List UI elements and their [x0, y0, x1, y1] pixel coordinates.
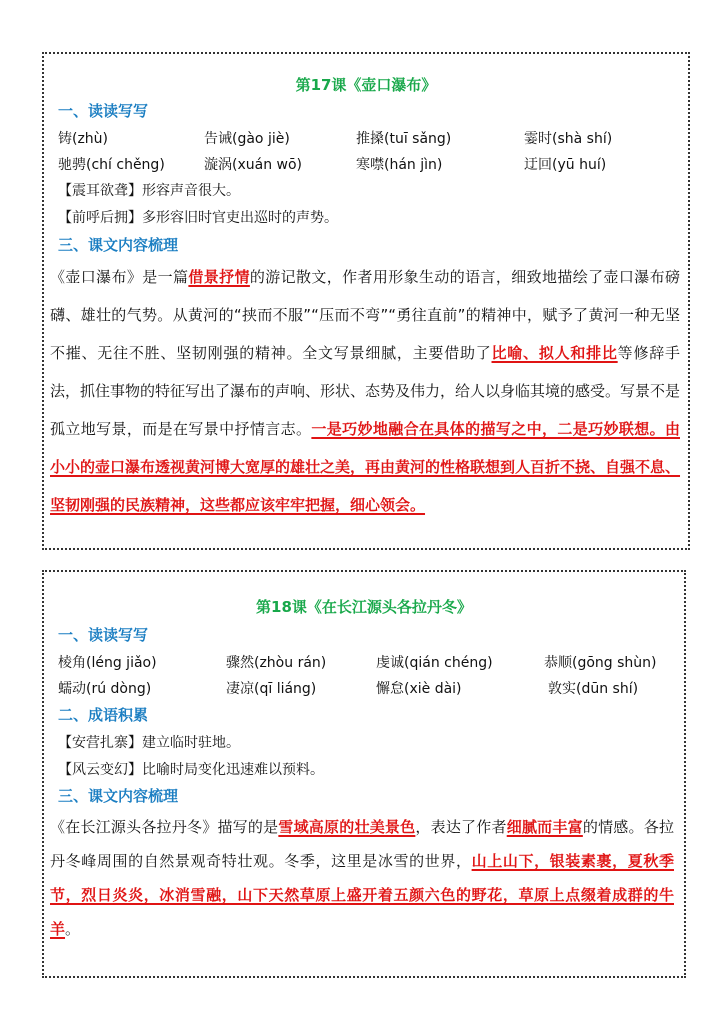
vocab-item: 迂回(yū huí) [524, 157, 607, 173]
vocab-item: 铸(zhù) [58, 131, 109, 147]
vocab-item: 恭顺(gōng shùn) [544, 655, 657, 671]
lesson18-section-summary-heading: 三、课文内容梳理 [58, 787, 179, 805]
lesson17-title: 第17课《壶口瀑布》 [295, 76, 437, 94]
key-point-highlight: 一是巧妙地融合在具体的描写之中，二是巧妙联想。由小小的壶口瀑布透视黄河博大宽厚的雄壮之美，再由黄河的性格联想到人百折不挠、自强不息、坚韧刚强的民族精神，这些都应该牢牢把握，细心领会。 [50, 420, 681, 514]
summary-text: 的情感。各拉丹冬峰周围的自然景观奇特壮观。冬季，这里是冰雪的世界， [50, 818, 674, 870]
idiom-entry: 【前呼后拥】多形容旧时官吏出巡时的声势。 [58, 210, 338, 226]
key-point-highlight: 借景抒情 [188, 268, 250, 286]
vocab-item: 蠕动(rú dòng) [58, 681, 152, 697]
key-point-highlight: 细腻而丰富 [506, 818, 583, 836]
idiom-entry: 【风云变幻】比喻时局变化迅速难以预料。 [58, 762, 324, 778]
summary-text: 《壶口瀑布》是一篇 [50, 268, 189, 286]
lesson18-section-idioms-heading: 二、成语积累 [58, 706, 149, 724]
idiom-entry: 【安营扎寨】建立临时驻地。 [58, 735, 240, 751]
lesson17-card [42, 52, 690, 550]
summary-text: 《在长江源头各拉丹冬》描写的是 [50, 818, 279, 836]
lesson17-section-vocab-heading: 一、读读写写 [58, 102, 149, 120]
vocab-item: 骤然(zhòu rán) [226, 655, 327, 671]
lesson17-section-summary-heading: 三、课文内容梳理 [58, 236, 179, 254]
summary-text: 等修辞手法，抓住事物的特征写出了瀑布的声响、形状、态势及伟力，给人以身临其境的感受。写景不是孤立地写景，而是在写景中抒情言志。 [50, 344, 681, 438]
key-point-highlight: 比喻、拟人和排比 [491, 344, 618, 362]
vocab-item: 告诫(gào jiè) [204, 131, 290, 147]
summary-text: ，表达了作者 [415, 818, 507, 836]
vocab-item: 懈怠(xiè dài) [376, 681, 462, 697]
lesson18-title: 第18课《在长江源头各拉丹冬》 [256, 598, 472, 616]
vocab-item: 驰骋(chí chěng) [58, 157, 165, 173]
lesson18-section-vocab-heading: 一、读读写写 [58, 626, 149, 644]
vocab-item: 凄凉(qī liáng) [226, 681, 317, 697]
summary-text: 的游记散文，作者用形象生动的语言，细致地描绘了壶口瀑布磅礴、雄壮的气势。从黄河的“挟而不服”“压而不弯”“勇往直前”的精神中，赋予了黄河一种无坚不摧、无往不胜、坚韧刚强的精神。全文写景细腻，主要借助了 [50, 268, 680, 362]
vocab-item: 霎时(shà shí) [524, 131, 613, 147]
vocab-item: 寒噤(hán jìn) [356, 157, 443, 173]
idiom-entry: 【震耳欲聋】形容声音很大。 [58, 183, 240, 199]
vocab-item: 推搡(tuī sǎng) [356, 131, 452, 147]
key-point-highlight: 山上山下，银装素裹，夏秋季节，烈日炎炎，冰消雪融，山下天然草原上盛开着五颜六色的野花，草原上点缀着成群的牛羊 [50, 852, 674, 938]
lesson17-summary-paragraph [50, 258, 680, 524]
summary-text: 。 [65, 920, 81, 938]
vocab-item: 棱角(léng jiǎo) [58, 655, 157, 671]
vocab-item: 敦实(dūn shí) [548, 681, 639, 697]
key-point-highlight: 雪域高原的壮美景色 [278, 818, 416, 836]
lesson18-card [42, 570, 686, 978]
lesson18-summary-paragraph [50, 810, 674, 946]
vocab-item: 虔诚(qián chéng) [376, 655, 493, 671]
vocab-item: 漩涡(xuán wō) [204, 157, 302, 173]
